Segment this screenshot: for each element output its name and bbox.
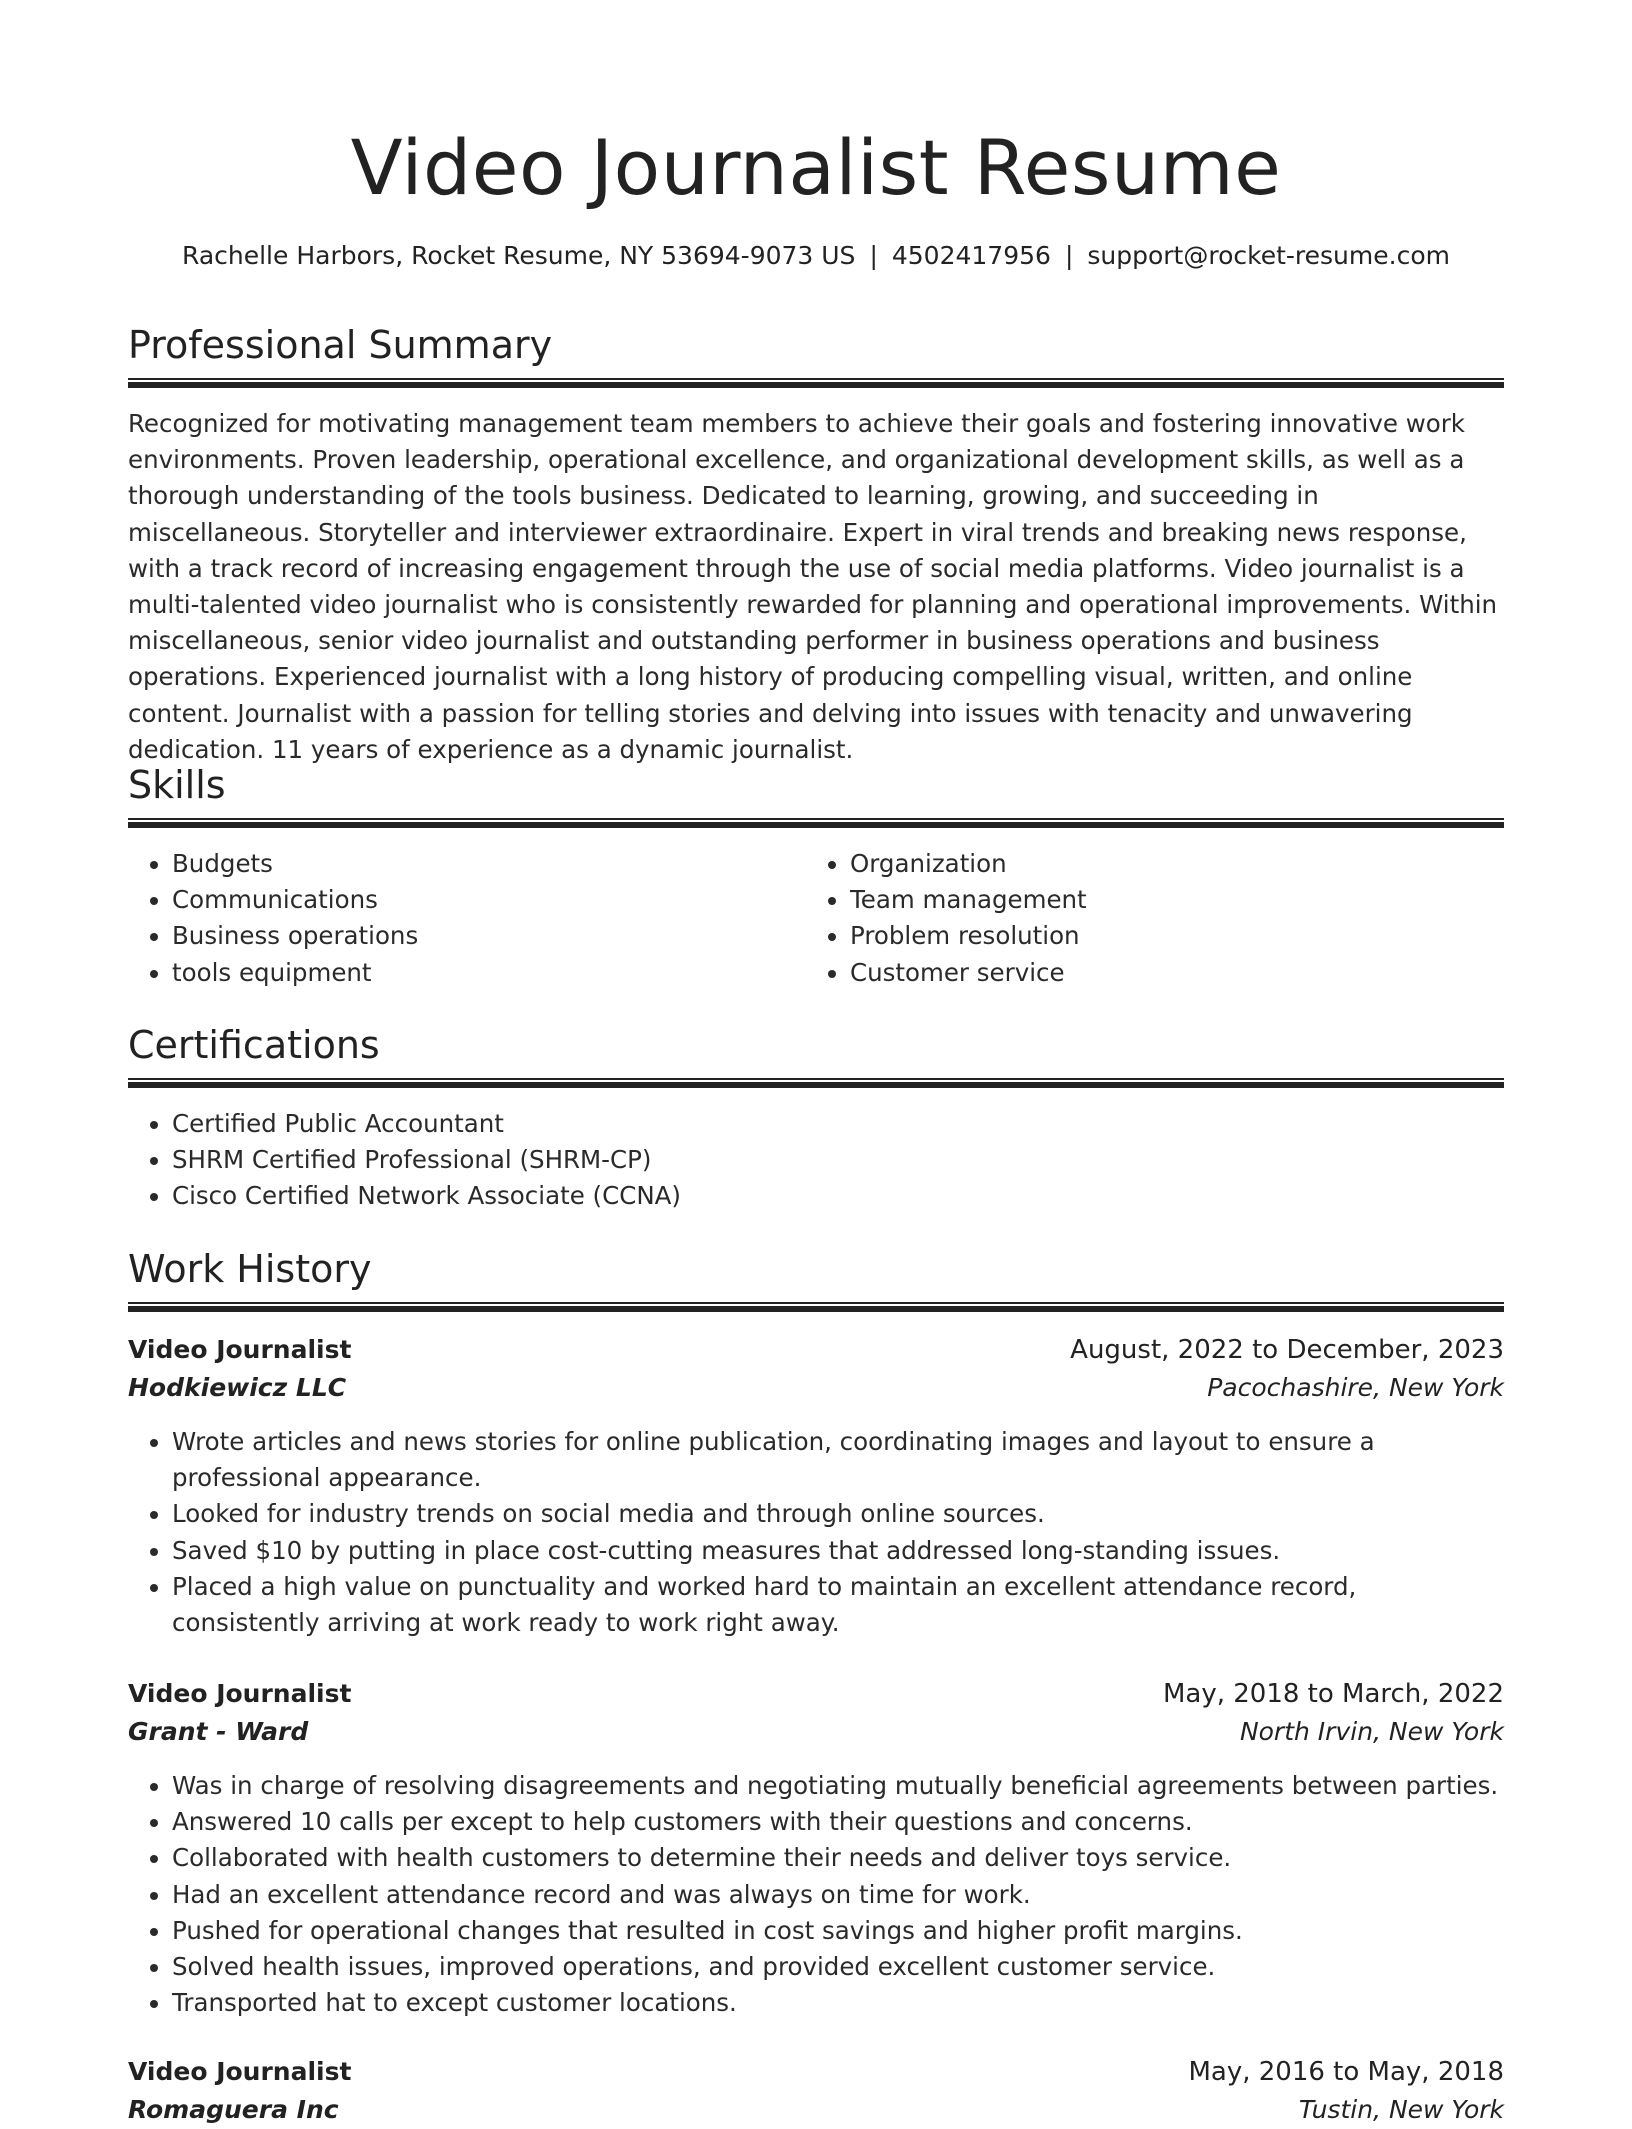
contact-address: Rachelle Harbors, Rocket Resume, NY 53694-9073 US <box>182 241 856 270</box>
contact-line <box>128 238 1504 274</box>
job-duty: • Collaborated with health customers to determine their needs and deliver toys service. <box>172 1840 1504 1876</box>
skill-item: • Budgets <box>172 846 812 882</box>
job-dates: May, 2018 to March, 2022 <box>1162 1679 1504 1709</box>
skill-item: • Business operations <box>172 918 812 954</box>
section-divider <box>128 818 1504 828</box>
summary-heading: Professional Summary <box>128 323 553 367</box>
job-dates: August, 2022 to December, 2023 <box>1070 1335 1504 1365</box>
job-location: Pacochashire, New York <box>1207 1373 1504 1402</box>
summary-text: Recognized for motivating management team members to achieve their goals and fostering innovative work environments. Proven leadership, operational excellence, and organizational development skills, as well as a thorough understanding of the tools business. Dedicated to learning, growing, and succeeding in miscellaneous. Storyteller and interviewer extraordinaire. Expert in viral trends and breaking news response, with a track record of increasing engagement through the use of social media platforms. Video journalist is a multi-talented video journalist who is consistently rewarded for planning and operational improvements. Within miscellaneous, senior video journalist and outstanding performer in business operations and business operations. Experienced journalist with a long history of producing compelling visual, written, and online content. Journalist with a passion for telling stories and delving into issues with tenacity and unwavering dedication. 11 years of experience as a dynamic journalist. <box>128 409 1498 764</box>
skills-list-right <box>806 846 1490 991</box>
job-duty: • Solved health issues, improved operations, and provided excellent customer service. <box>172 1949 1504 1985</box>
job-duty: • Answered 10 calls per except to help customers with their questions and concerns. <box>172 1804 1504 1840</box>
skill-item: • Team management <box>850 882 1490 918</box>
job-duty: • Looked for industry trends on social media and through online sources. <box>172 1496 1504 1532</box>
job-duty: • Pushed for operational changes that resulted in cost savings and higher profit margins. <box>172 1913 1504 1949</box>
contact-separator: | <box>869 241 878 270</box>
section-divider <box>128 1302 1504 1312</box>
job-company: Romaguera Inc <box>128 2095 339 2124</box>
job-location: North Irvin, New York <box>1239 1717 1504 1746</box>
job-company: Grant - Ward <box>128 1717 309 1746</box>
job-dates: May, 2016 to May, 2018 <box>1188 2057 1504 2087</box>
skills-heading: Skills <box>128 763 226 807</box>
job-duty: • Placed a high value on punctuality and worked hard to maintain an excellent attendance record, consistently arriving at work ready to work right away. <box>172 1569 1504 1641</box>
job-location: Tustin, New York <box>1298 2095 1504 2124</box>
skill-item: • Organization <box>850 846 1490 882</box>
skills-list-left <box>128 846 812 991</box>
certifications-list <box>128 1106 1504 1215</box>
certification-item: • Certified Public Accountant <box>172 1106 1504 1142</box>
contact-separator: | <box>1064 241 1074 270</box>
certification-item: • SHRM Certified Professional (SHRM-CP) <box>172 1142 1504 1178</box>
job-duty: • Had an excellent attendance record and was always on time for work. <box>172 1877 1504 1913</box>
skill-item: • Customer service <box>850 955 1490 991</box>
job-title: Video Journalist <box>128 2057 352 2086</box>
job-company: Hodkiewicz LLC <box>128 1373 347 1402</box>
section-divider <box>128 378 1504 388</box>
skill-item: • Problem resolution <box>850 918 1490 954</box>
job-title: Video Journalist <box>128 1679 352 1708</box>
job-duties-list <box>128 1424 1504 1641</box>
job-duty: • Wrote articles and news stories for online publication, coordinating images and layout to ensure a professional appearance. <box>172 1424 1504 1496</box>
certification-item: • Cisco Certified Network Associate (CCNA) <box>172 1178 1504 1214</box>
certifications-heading: Certifications <box>128 1023 380 1067</box>
contact-email: support@rocket-resume.com <box>1087 241 1450 270</box>
job-title: Video Journalist <box>128 1335 352 1364</box>
skill-item: • tools equipment <box>172 955 812 991</box>
work-history-heading: Work History <box>128 1247 372 1291</box>
contact-phone: 4502417956 <box>891 241 1051 270</box>
section-divider <box>128 1078 1504 1088</box>
skill-item: • Communications <box>172 882 812 918</box>
document-title: Video Journalist Resume <box>350 123 1282 212</box>
job-duty: • Transported hat to except customer locations. <box>172 1985 1504 2021</box>
job-duty: • Saved $10 by putting in place cost-cutting measures that addressed long-standing issues. <box>172 1533 1504 1569</box>
job-duty: • Was in charge of resolving disagreements and negotiating mutually beneficial agreements between parties. <box>172 1768 1504 1804</box>
job-duties-list <box>128 1768 1504 2021</box>
